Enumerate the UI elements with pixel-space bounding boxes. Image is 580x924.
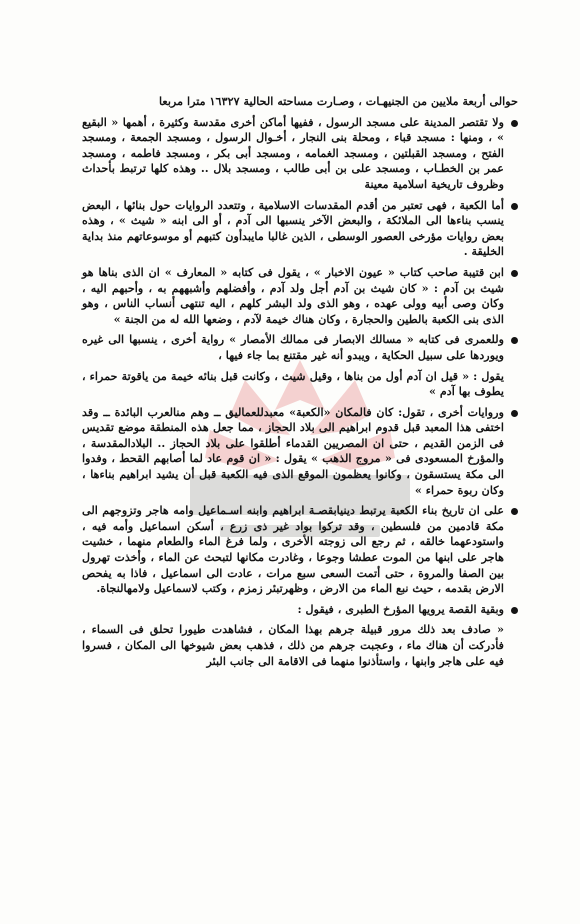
paragraph-al-tabari-intro bbox=[82, 602, 518, 618]
paragraph-text: وروايات أخرى ، تقول: كان فالمكان «الكعبة» معبدللعماليق ــ وهم منالعرب البائدة ــ وقد اختفى هذا المعبد قبل قدوم ابراهيم الى بلاد الحجاز ، مما جعل هذه المنطقة موضع تقديس فى الزمن القديم ، حتى ان المصريين القدماء أطلقوا على بلاد الحجاز .. البلادالمقدسة ، والمؤرخ المسعودى فى « مروج الذهب » يقول : « ان قوم عاد لما أصابهم القحط ، وفدوا الى مكة يستسقون ، وكانوا يعظمون الموقع الذى فيه الكعبة قبل أن يشيد ابراهيم بناءها ، وكان ربوة حمراء » bbox=[82, 404, 504, 497]
bullet-icon bbox=[511, 270, 518, 277]
bullet-icon bbox=[511, 508, 518, 515]
paragraph-text: وبقية القصة يرويها المؤرخ الطبرى ، فيقول : bbox=[297, 601, 504, 616]
paragraph-ibrahim-story bbox=[82, 503, 518, 597]
bullet-icon bbox=[511, 120, 518, 127]
paragraph-al-tabari-quote bbox=[82, 622, 518, 669]
paragraph-kaaba-origins bbox=[82, 198, 518, 260]
paragraph-text: على ان تاريخ بناء الكعبة يرتبط دينيابقصـة ابراهيم وابنه اسـماعيل وامه هاجر وتزوجهم الى مكة قادمين من فلسطين ، وقد تركوا بواد غير ذى زرع ، أسكن اسماعيل وأمه فيه ، واستودعهما خالقه ، ثم رجع الى زوجته الأخرى ، ولما فرغ الماء والطعام منهما ، خشيت هاجر على ابنها من الموت عطشا وجوعا ، وغادرت مكانها لتبحث عن الماء ، وأخذت تهرول بين الصفا والمروة ، حتى أتمت السعى سبع مرات ، عادت الى اسماعيل ، فاذا به يفحص الارض بقدمه ، حيث نبع الماء من الارض ، وظهرتبئر زمزم ، وكتب لاسماعيل ولامهالنجاة. bbox=[82, 503, 504, 596]
paragraph-text: حوالى أربعة ملايين من الجنيهـات ، وصـارت مساحته الحالية ١٦٣٢٧ مترا مربعا bbox=[159, 94, 518, 108]
quote-text: يقول : « قيل ان آدم أول من بناها ، وقيل شيث ، وكانت قبل بنائه خيمة من ياقوتة حمراء ، يطوف بها آدم » bbox=[82, 368, 504, 399]
bullet-icon bbox=[511, 203, 518, 210]
paragraph-other-narrations bbox=[82, 405, 518, 499]
page-text-column bbox=[82, 94, 518, 674]
quote-text: « صادف بعد ذلك مرور قبيلة جرهم بهذا المكان ، فشاهدت طيورا تحلق فى السماء ، فأدركت أن هناك ماء ، وعجبت جرهم من ذلك ، فذهب بعض شيوخها الى المكان ، فسروا فيه على هاجر وابنها ، واستأذنوا منهما فى الاقامة الى جانب البئر bbox=[82, 622, 504, 668]
bullet-icon bbox=[511, 607, 518, 614]
bullet-icon bbox=[511, 337, 518, 344]
paragraph-text: أما الكعبة ، فهى تعتبر من أقدم المقدسات الاسلامية ، وتتعدد الروايات حول بنائها ، البعض ينسب بناءها الى الملائكة ، والبعض الآخر ينسبها الى آدم ، أو الى ابنه « شيث » ، وهذه بعض روايات مؤرخى العصور الوسطى ، الذين غالبا مايبدأون كتبهم أو موسوعاتهم منذ بداية الخليقة . bbox=[82, 197, 504, 259]
paragraph-text: ولا تقتصر المدينة على مسجد الرسول ، ففيها أماكن أخرى مقدسة وكثيرة ، أهمها « البقيع » ، ومنها : مسجد قباء ، ومحلة بنى النجار ، أخـوال الرسول ، ومسجد الجمعة ، ومسجد الفتح ، ومسجد القبلتين ، ومسجد الغمامه ، ومسجد أبى بكر ، ومسجد فاطمه ، ومسجد عمر بن الخطـاب ، ومسجد على بن أبى طالب ، ومسجد بلال .. وهذه كلها ترتبط بأحداث وظروف تاريخية اسلامية معينة bbox=[82, 114, 504, 191]
paragraph-medina-sites bbox=[82, 115, 518, 193]
paragraph-al-umari-quote bbox=[82, 369, 518, 400]
paragraph-ibn-qutayba bbox=[82, 265, 518, 327]
bullet-icon bbox=[511, 410, 518, 417]
paragraph-al-umari bbox=[82, 332, 518, 363]
paragraph-continuation bbox=[82, 94, 518, 110]
paragraph-text: وللعمرى فى كتابه « مسالك الابصار فى ممالك الأمصار » رواية أخرى ، ينسبها الى غيره ويوردها على سبيل الحكاية ، ويبدو أنه غير مقتنع بما جاء فيها ، bbox=[82, 332, 504, 362]
paragraph-text: ابن قتيبة صاحب كتاب « عيون الاخبار » ، يقول فى كتابه « المعارف » ان الذى بناها هو شيث بن آدم : « كان شيث بن آدم أجل ولد آدم ، وأفضلهم وأشبههم به ، وأحبهم اليه ، وكان وصى أبيه وولى عهده ، وهو الذى ولد البشر كلهم ، اليه تنتهى أنساب الناس ، وهو الذى بنى الكعبة بالطين والحجارة ، وكان هناك خيمة لآدم ، وضعها الله له من الجنة » bbox=[82, 264, 504, 326]
